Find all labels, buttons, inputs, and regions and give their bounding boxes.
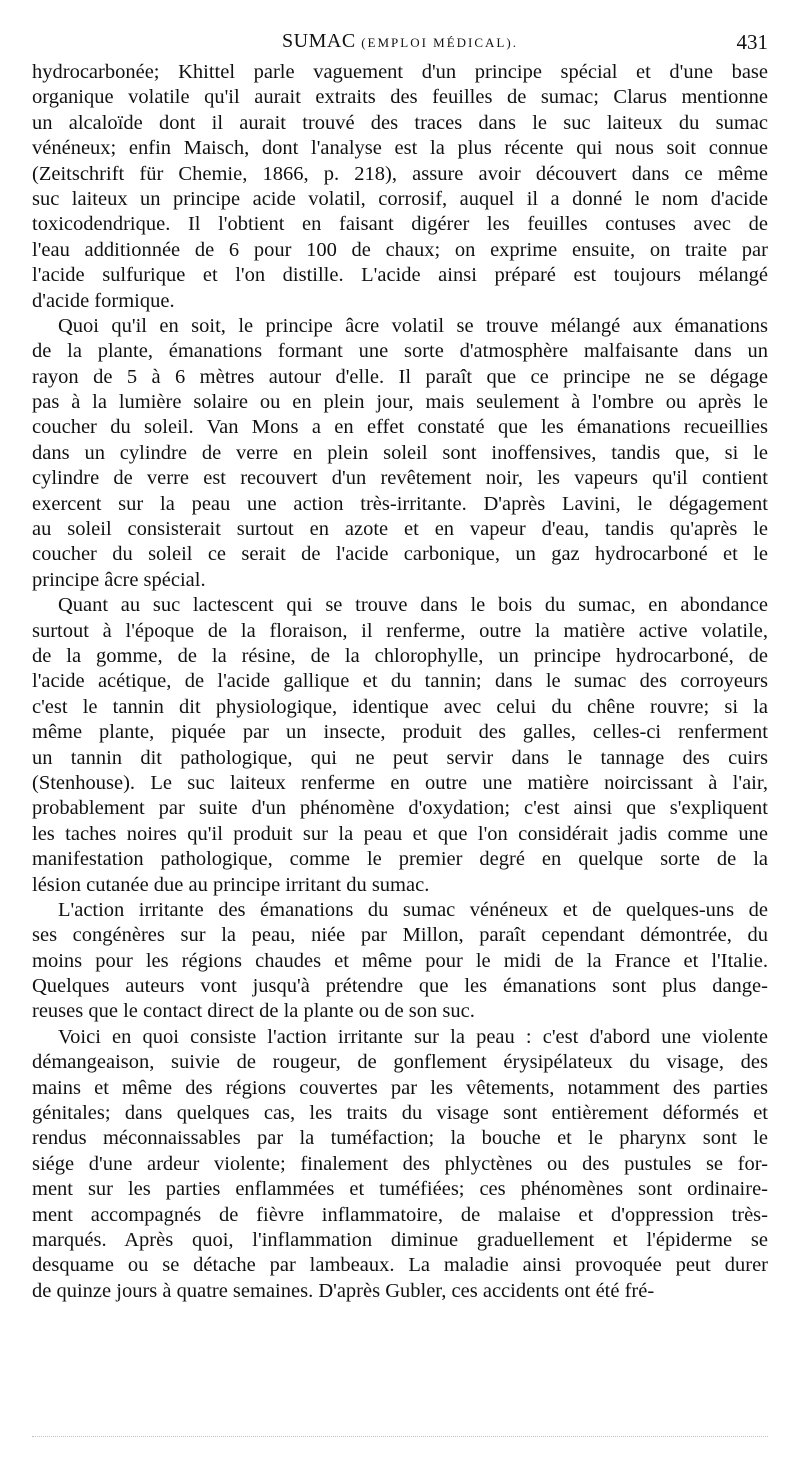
text-line: mains et même des régions couvertes par les vêtements, notamment des parties bbox=[32, 1076, 768, 1099]
text-line: cylindre de verre est recouvert d'un revêtement noir, les vapeurs qu'il contient bbox=[32, 467, 768, 490]
text-line: probablement par suite d'un phénomène d'oxydation; c'est ainsi que s'expliquent bbox=[32, 797, 768, 820]
text-line: l'eau additionnée de 6 pour 100 de chaux; on exprime ensuite, on traite par bbox=[32, 238, 768, 261]
text-line: moins pour les régions chaudes et même pour le midi de la France et l'Italie. bbox=[32, 949, 768, 972]
text-line: de la gomme, de la résine, de la chlorophylle, un principe hydrocarboné, de bbox=[32, 644, 768, 667]
text-line: coucher du soleil. Van Mons a en effet constaté que les émanations recueillies bbox=[32, 416, 768, 439]
text-line: marqués. Après quoi, l'inflammation diminue graduellement et l'épiderme se bbox=[32, 1228, 768, 1251]
footer-rule bbox=[32, 1436, 768, 1443]
header-title bbox=[32, 30, 768, 53]
text-line: principe âcre spécial. bbox=[32, 568, 206, 591]
text-line: même plante, piquée par un insecte, produit des galles, celles-ci renferment bbox=[32, 721, 768, 744]
text-line: siége d'une ardeur violente; finalement des phlyctènes ou des pustules se for- bbox=[32, 1152, 768, 1175]
text-line: de quinze jours à quatre semaines. D'après Gubler, ces accidents ont été fré- bbox=[32, 1279, 655, 1302]
text-line: organique volatile qu'il aurait extraits des feuilles de sumac; Clarus mentionne bbox=[32, 86, 768, 109]
text-line: exercent sur la peau une action très-irritante. D'après Lavini, le dégagement bbox=[32, 492, 768, 515]
text-line: suc laiteux un principe acide volatil, corrosif, auquel il a donné le nom d'acide bbox=[32, 187, 768, 210]
text-line: manifestation pathologique, comme le premier degré en quelque sorte de la bbox=[32, 848, 768, 871]
text-line: l'acide acétique, de l'acide gallique et du tannin; dans le sumac des corroyeurs bbox=[32, 670, 768, 693]
text-line: vénéneux; enfin Maisch, dont l'analyse est la plus récente qui nous soit connue bbox=[32, 137, 768, 160]
text-line: génitales; dans quelques cas, les traits du visage sont entièrement déformés et bbox=[32, 1102, 768, 1125]
text-line: l'acide sulfurique et l'on distille. L'acide ainsi préparé est toujours mélangé bbox=[32, 264, 768, 287]
text-line: au soleil consisterait surtout en azote et en vapeur d'eau, tandis qu'après le bbox=[32, 518, 768, 541]
text-line: coucher du soleil ce serait de l'acide carbonique, un gaz hydrocarboné et le bbox=[32, 543, 768, 566]
header-title-text: SUMAC bbox=[282, 30, 356, 52]
text-line: Quoi qu'il en soit, le principe âcre volatil se trouve mélangé aux émanations bbox=[58, 314, 768, 337]
text-line: un tannin dit pathologique, qui ne peut servir dans le tannage des cuirs bbox=[32, 746, 768, 769]
text-line: ment accompagnés de fièvre inflammatoire, de malaise et d'oppression très- bbox=[32, 1203, 768, 1226]
text-line: surtout à l'époque de la floraison, il renferme, outre la matière active volatile, bbox=[32, 619, 768, 642]
text-line: Voici en quoi consiste l'action irritante sur la peau : c'est d'abord une violente bbox=[58, 1025, 768, 1048]
text-line: c'est le tannin dit physiologique, identique avec celui du chêne rouvre; si la bbox=[32, 695, 768, 718]
text-line: démangeaison, suivie de rougeur, de gonflement érysipélateux du visage, des bbox=[32, 1051, 768, 1074]
text-line: ment sur les parties enflammées et tuméfiées; ces phénomènes sont ordinaire- bbox=[32, 1178, 768, 1201]
running-header bbox=[32, 30, 768, 56]
text-line: d'acide formique. bbox=[32, 289, 175, 312]
text-line: toxicodendrique. Il l'obtient en faisant digérer les feuilles contuses avec de bbox=[32, 213, 768, 236]
text-line: hydrocarbonée; Khittel parle vaguement d'un principe spécial et d'une base bbox=[32, 61, 768, 83]
body-text bbox=[32, 60, 768, 1304]
text-line: Quelques auteurs vont jusqu'à prétendre que les émanations sont plus dange- bbox=[32, 975, 768, 998]
text-line: pas à la lumière solaire ou en plein jour, mais seulement à l'ombre ou après le bbox=[32, 391, 768, 414]
text-line: Quant au suc lactescent qui se trouve dans le bois du sumac, en abondance bbox=[58, 594, 768, 617]
text-line: de la plante, émanations formant une sorte d'atmosphère malfaisante dans un bbox=[32, 340, 768, 363]
text-line: dans un cylindre de verre en plein soleil sont inoffensives, tandis que, si le bbox=[32, 441, 768, 464]
text-line: (Stenhouse). Le suc laiteux renferme en outre une matière noircissant à l'air, bbox=[32, 771, 768, 794]
text-line: un alcaloïde dont il aurait trouvé des traces dans le suc laiteux du sumac bbox=[32, 111, 768, 134]
text-line: (Zeitschrift für Chemie, 1866, p. 218), assure avoir découvert dans ce même bbox=[32, 162, 768, 185]
text-line: desquame ou se détache par lambeaux. La maladie ainsi provoquée peut durer bbox=[32, 1254, 768, 1277]
text-line: les taches noires qu'il produit sur la peau et que l'on considérait jadis comme une bbox=[32, 822, 768, 845]
text-line: rendus méconnaissables par la tuméfaction; la bouche et le pharynx sont le bbox=[32, 1127, 768, 1150]
text-line: reuses que le contact direct de la plante ou de son suc. bbox=[32, 1000, 475, 1023]
header-subtitle: (EMPLOI MÉDICAL). bbox=[361, 35, 518, 50]
text-line: lésion cutanée due au principe irritant du sumac. bbox=[32, 873, 430, 896]
text-line: ses congénères sur la peau, niée par Millon, paraît cependant démontrée, du bbox=[32, 924, 768, 947]
text-line: L'action irritante des émanations du sumac vénéneux et de quelques-uns de bbox=[58, 898, 768, 921]
page-number: 431 bbox=[736, 30, 768, 54]
text-line: rayon de 5 à 6 mètres autour d'elle. Il paraît que ce principe ne se dégage bbox=[32, 365, 768, 388]
